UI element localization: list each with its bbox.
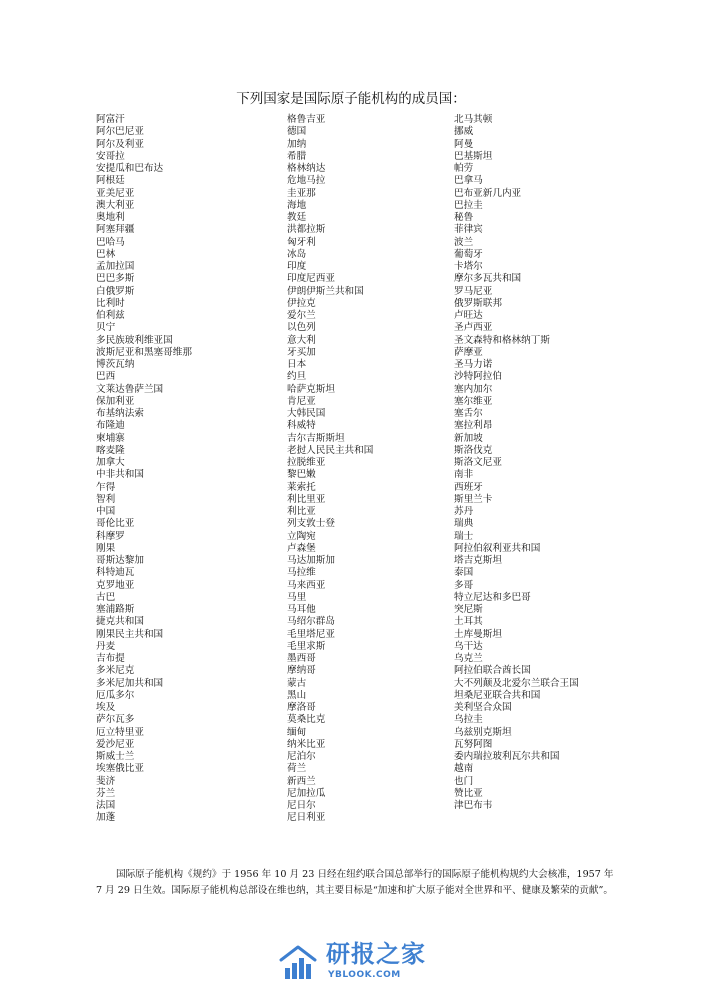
member-state-item: 文莱达鲁萨兰国 [96,383,164,395]
member-state-item: 多民族玻利维亚国 [96,334,173,346]
member-state-item: 北马其顿 [454,114,493,125]
member-state-item: 阿尔及利亚 [96,138,144,150]
member-state-item: 卢旺达 [454,310,483,321]
member-state-item: 新西兰 [287,775,316,787]
member-state-item: 利比里亚 [287,493,326,505]
member-list-column-3 [454,114,629,812]
member-state-item: 卡塔尔 [454,261,483,272]
member-state-item: 澳大利亚 [96,199,135,211]
member-state-item: 也门 [454,775,474,787]
member-state-item: 阿富汗 [96,114,125,125]
member-state-item: 冰岛 [287,248,307,260]
bar-chart-house-icon [278,942,318,982]
member-state-item: 蒙古 [287,677,307,689]
member-state-item: 阿曼 [454,138,474,150]
member-state-item: 斯洛文尼亚 [454,457,502,468]
member-state-item: 大韩民国 [287,408,326,419]
member-state-item: 沙特阿拉伯 [454,371,502,383]
member-state-item: 秘鲁 [454,212,474,223]
member-state-item: 苏丹 [454,506,474,517]
member-state-item: 圣文森特和格林纳丁斯 [454,334,550,346]
member-state-item: 阿根廷 [96,175,125,187]
member-state-item: 乌克兰 [454,653,483,664]
member-state-item: 印度 [287,261,307,272]
member-state-item: 马里 [287,591,307,603]
member-state-item: 南非 [454,469,474,481]
member-state-item: 科特迪瓦 [96,567,135,579]
member-state-item: 刚果民主共和国 [96,628,164,640]
member-state-item: 丹麦 [96,640,116,652]
member-state-item: 巴西 [96,371,116,383]
member-state-item: 博茨瓦纳 [96,359,135,370]
member-state-item: 比利时 [96,297,125,309]
member-state-item: 多哥 [454,579,474,591]
member-state-item: 瓦努阿图 [454,738,493,750]
member-state-item: 瑞士 [454,530,474,542]
footnote-paragraph: 国际原子能机构《规约》于 1956 年 10 月 23 日经在纽约联合国总部举行的国际原子能机构规约大会核准，1957 年 7 月 29 日生效。国际原子能机构总部设在维也纳，其主要目标是“加速和扩大原子能对全世界和平、健康及繁荣的贡献”。 [96,869,614,896]
member-state-item: 黑山 [287,689,307,701]
member-state-item: 坦桑尼亚联合共和国 [454,689,541,701]
member-state-item: 菲律宾 [454,224,483,236]
member-state-item: 保加利亚 [96,395,135,407]
member-state-item: 吉布提 [96,653,125,664]
member-state-item: 刚果 [96,542,116,554]
member-state-item: 阿拉伯叙利亚共和国 [454,542,541,554]
member-state-item: 乍得 [96,481,116,493]
member-state-item: 大不列颠及北爱尔兰联合王国 [454,677,579,689]
member-state-item: 巴巴多斯 [96,273,135,285]
member-state-item: 缅甸 [287,726,307,738]
member-state-item: 安提瓜和巴布达 [96,163,164,174]
member-state-item: 塞尔维亚 [454,395,493,407]
member-state-item: 尼日利亚 [287,812,326,824]
member-state-item: 新加坡 [454,432,483,444]
member-state-item: 津巴布韦 [454,800,493,811]
member-state-item: 马来西亚 [287,579,326,591]
member-state-item: 波斯尼亚和黑塞哥维那 [96,346,192,358]
member-state-item: 毛里求斯 [287,640,326,652]
page-title: 下列国家是国际原子能机构的成员国： [236,91,466,107]
member-state-item: 海地 [287,199,307,211]
member-state-item: 约旦 [287,371,307,383]
watermark-name: 研报之家 [326,940,426,968]
member-state-item: 多米尼加共和国 [96,677,164,689]
member-state-item: 埃及 [96,702,116,713]
member-state-item: 阿拉伯联合酋长国 [454,665,531,677]
member-state-item: 加蓬 [96,812,116,824]
member-state-item: 中国 [96,506,116,517]
member-state-item: 葡萄牙 [454,248,483,260]
member-state-item: 格林纳达 [287,163,326,174]
member-state-item: 利比亚 [287,506,316,517]
member-state-item: 塞浦路斯 [96,604,135,615]
watermark-logo [278,940,478,984]
member-state-item: 圭亚那 [287,187,316,199]
member-state-item: 塞拉利昂 [454,420,493,432]
member-state-item: 立陶宛 [287,530,316,542]
member-state-item: 摩洛哥 [287,702,316,713]
member-state-item: 毛里塔尼亚 [287,628,335,640]
member-state-item: 巴布亚新几内亚 [454,187,522,199]
member-state-item: 塔吉克斯坦 [454,555,502,566]
member-state-item: 克罗地亚 [96,579,135,591]
member-state-item: 斐济 [96,775,116,787]
member-state-item: 莫桑比克 [287,714,326,726]
member-state-item: 奥地利 [96,212,125,223]
member-state-item: 埃塞俄比亚 [96,763,144,775]
member-state-item: 莱索托 [287,481,316,493]
member-state-item: 中非共和国 [96,469,144,481]
member-states-columns [0,114,702,864]
member-state-item: 马耳他 [287,604,316,615]
member-state-item: 危地马拉 [287,175,326,187]
member-state-item: 墨西哥 [287,653,316,664]
member-state-item: 希腊 [287,150,307,162]
member-state-item: 加纳 [287,138,307,150]
member-state-item: 哥伦比亚 [96,518,135,530]
member-state-item: 巴基斯坦 [454,150,493,162]
member-state-item: 哥斯达黎加 [96,555,144,566]
member-state-item: 巴林 [96,248,116,260]
member-state-item: 巴哈马 [96,236,125,248]
member-state-item: 摩尔多瓦共和国 [454,273,522,285]
member-state-item: 特立尼达和多巴哥 [454,591,531,603]
member-state-item: 斯里兰卡 [454,493,493,505]
member-state-item: 越南 [454,763,474,775]
member-state-item: 斯洛伐克 [454,444,493,456]
member-state-item: 巴拉圭 [454,199,483,211]
member-state-item: 爱沙尼亚 [96,738,135,750]
member-state-item: 卢森堡 [287,542,316,554]
member-state-item: 喀麦隆 [96,444,125,456]
member-state-item: 罗马尼亚 [454,285,493,297]
member-state-item: 萨摩亚 [454,346,483,358]
member-state-item: 哈萨克斯坦 [287,383,335,395]
member-state-item: 以色列 [287,322,316,334]
member-state-item: 意大利 [287,334,316,346]
member-state-item: 柬埔寨 [96,432,125,444]
member-state-item: 西班牙 [454,481,483,493]
member-state-item: 塞舌尔 [454,408,483,419]
member-list-column-2 [287,114,447,825]
member-state-item: 圣卢西亚 [454,322,493,334]
member-state-item: 泰国 [454,567,474,579]
member-state-item: 土库曼斯坦 [454,628,502,640]
member-state-item: 乌干达 [454,640,483,652]
member-state-item: 瑞典 [454,518,474,530]
member-state-item: 列支敦士登 [287,518,335,530]
member-state-item: 斯威士兰 [96,751,135,762]
member-state-item: 科摩罗 [96,530,125,542]
member-state-item: 法国 [96,800,116,811]
member-state-item: 塞内加尔 [454,383,493,395]
member-state-item: 伊拉克 [287,297,316,309]
member-state-item: 赞比亚 [454,787,483,799]
member-state-item: 荷兰 [287,763,307,775]
member-state-item: 德国 [287,126,307,138]
member-state-item: 突尼斯 [454,604,483,615]
member-state-item: 孟加拉国 [96,261,135,272]
member-state-item: 委内瑞拉玻利瓦尔共和国 [454,751,560,762]
member-state-item: 白俄罗斯 [96,285,135,297]
member-state-item: 洪都拉斯 [287,224,326,236]
member-state-item: 阿塞拜疆 [96,224,135,236]
member-state-item: 爱尔兰 [287,310,316,321]
member-state-item: 挪威 [454,126,474,138]
member-state-item: 帕劳 [454,163,474,174]
member-state-item: 土耳其 [454,616,483,628]
member-state-item: 尼加拉瓜 [287,787,326,799]
member-state-item: 阿尔巴尼亚 [96,126,144,138]
member-state-item: 美利坚合众国 [454,702,512,713]
member-state-item: 芬兰 [96,787,116,799]
member-state-item: 纳米比亚 [287,738,326,750]
member-state-item: 伊朗伊斯兰共和国 [287,285,364,297]
member-state-item: 匈牙利 [287,236,316,248]
member-state-item: 亚美尼亚 [96,187,135,199]
member-state-item: 加拿大 [96,457,125,468]
member-state-item: 厄立特里亚 [96,726,144,738]
member-state-item: 马绍尔群岛 [287,616,335,628]
member-state-item: 巴拿马 [454,175,483,187]
member-state-item: 黎巴嫩 [287,469,316,481]
member-state-item: 教廷 [287,212,307,223]
member-state-item: 俄罗斯联邦 [454,297,502,309]
member-state-item: 安哥拉 [96,150,125,162]
member-state-item: 马达加斯加 [287,555,335,566]
member-state-item: 布基纳法索 [96,408,144,419]
member-state-item: 圣马力诺 [454,359,493,370]
member-state-item: 贝宁 [96,322,116,334]
member-state-item: 智利 [96,493,116,505]
member-state-item: 尼泊尔 [287,751,316,762]
member-state-item: 布隆迪 [96,420,125,432]
member-state-item: 日本 [287,359,307,370]
member-state-item: 吉尔吉斯斯坦 [287,432,345,444]
member-list-column-1 [96,114,266,825]
member-state-item: 捷克共和国 [96,616,144,628]
member-state-item: 厄瓜多尔 [96,689,135,701]
member-state-item: 尼日尔 [287,800,316,811]
watermark-url: YBLOOK.COM [328,970,401,980]
member-state-item: 摩纳哥 [287,665,316,677]
member-state-item: 印度尼西亚 [287,273,335,285]
member-state-item: 科威特 [287,420,316,432]
member-state-item: 牙买加 [287,346,316,358]
member-state-item: 乌拉圭 [454,714,483,726]
member-state-item: 拉脱维亚 [287,457,326,468]
member-state-item: 伯利兹 [96,310,125,321]
member-state-item: 老挝人民民主共和国 [287,444,374,456]
member-state-item: 乌兹别克斯坦 [454,726,512,738]
member-state-item: 肯尼亚 [287,395,316,407]
member-state-item: 格鲁吉亚 [287,114,326,125]
member-state-item: 波兰 [454,236,474,248]
member-state-item: 萨尔瓦多 [96,714,135,726]
member-state-item: 古巴 [96,591,116,603]
member-state-item: 多米尼克 [96,665,135,677]
member-state-item: 马拉维 [287,567,316,579]
